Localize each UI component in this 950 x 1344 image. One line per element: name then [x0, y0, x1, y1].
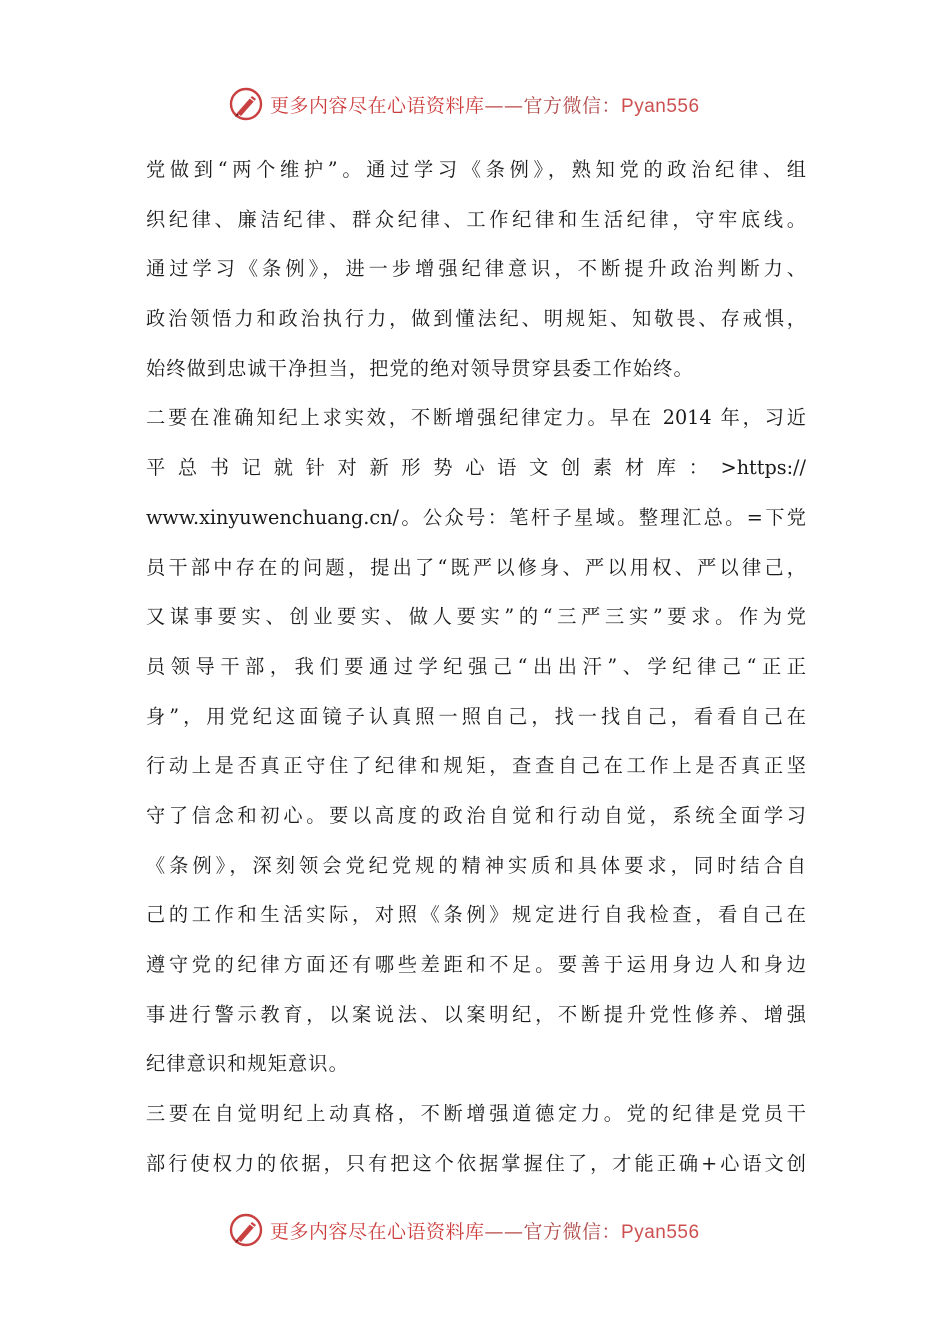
- footer-wechat-id: Pyan556: [621, 1221, 700, 1243]
- header-banner-separator: ——: [484, 94, 524, 117]
- header-wechat-label: 官方微信：: [523, 94, 622, 117]
- text-line: 身”，用党纪这面镜子认真照一照自己，找一找自己，看看自己在: [146, 704, 806, 728]
- text-line: 党做到“两个维护”。通过学习《条例》，熟知党的政治纪律、组: [146, 158, 806, 181]
- text-line: 行动上是否真正守住了纪律和规矩，查查自己在工作上是否真正坚: [146, 754, 806, 778]
- text-line: 政治领悟力和政治执行力，做到懂法纪、明规矩、知敬畏、存戒惧，: [146, 307, 806, 331]
- text-line: www.xinyuwenchuang.cn/。公众号：笔杆子星域。整理汇总。=下党: [146, 505, 806, 529]
- header-banner-title: 更多内容尽在心语资料库: [270, 94, 485, 117]
- text-line: 员干部中存在的问题，提出了“既严以修身、严以用权、严以律己，: [146, 555, 806, 579]
- text-line: 二要在准确知纪上求实效，不断增强纪律定力。早在 2014 年，习近: [146, 406, 806, 430]
- header-banner: [228, 84, 748, 124]
- footer-banner-separator: ——: [484, 1220, 524, 1243]
- pen-logo-icon: [228, 1212, 264, 1248]
- text-line: 守了信念和初心。要以高度的政治自觉和行动自觉，系统全面学习: [146, 803, 806, 827]
- text-line: 员领导干部，我们要通过学纪强己“出出汗”、学纪律己“正正: [146, 654, 806, 678]
- text-line: 部行使权力的依据，只有把这个依据掌握住了，才能正确+心语文创: [146, 1151, 806, 1175]
- text-line: 三要在自觉明纪上动真格，不断增强道德定力。党的纪律是党员干: [146, 1102, 806, 1126]
- text-line: 平 总 书 记 就 针 对 新 形 势 心 语 文 创 素 材 库 ： >https://: [146, 456, 806, 480]
- text-line: 《条例》，深刻领会党纪党规的精神实质和具体要求，同时结合自: [146, 853, 806, 877]
- text-line: 遵守党的纪律方面还有哪些差距和不足。要善于运用身边人和身边: [146, 953, 806, 976]
- footer-banner: [228, 1210, 748, 1250]
- document-body: [146, 145, 806, 1188]
- text-line: 事进行警示教育，以案说法、以案明纪，不断提升党性修养、增强: [146, 1002, 806, 1026]
- header-banner-text: [270, 91, 700, 118]
- text-line: 通过学习《条例》，进一步增强纪律意识，不断提升政治判断力、: [146, 257, 806, 281]
- text-line: 纪律意识和规矩意识。: [146, 1052, 349, 1076]
- pen-logo-icon: [228, 86, 264, 122]
- header-wechat-id: Pyan556: [621, 95, 700, 117]
- footer-wechat-label: 官方微信：: [523, 1220, 622, 1243]
- text-line: 始终做到忠诚干净担当，把党的绝对领导贯穿县委工作始终。: [146, 356, 694, 380]
- footer-banner-text: [270, 1217, 700, 1244]
- text-line: 己的工作和生活实际，对照《条例》规定进行自我检查，看自己在: [146, 903, 806, 927]
- text-line: 织纪律、廉洁纪律、群众纪律、工作纪律和生活纪律，守牢底线。: [146, 207, 806, 231]
- text-line: 又谋事要实、创业要实、做人要实”的“三严三实”要求。作为党: [146, 605, 806, 629]
- footer-banner-title: 更多内容尽在心语资料库: [270, 1220, 485, 1243]
